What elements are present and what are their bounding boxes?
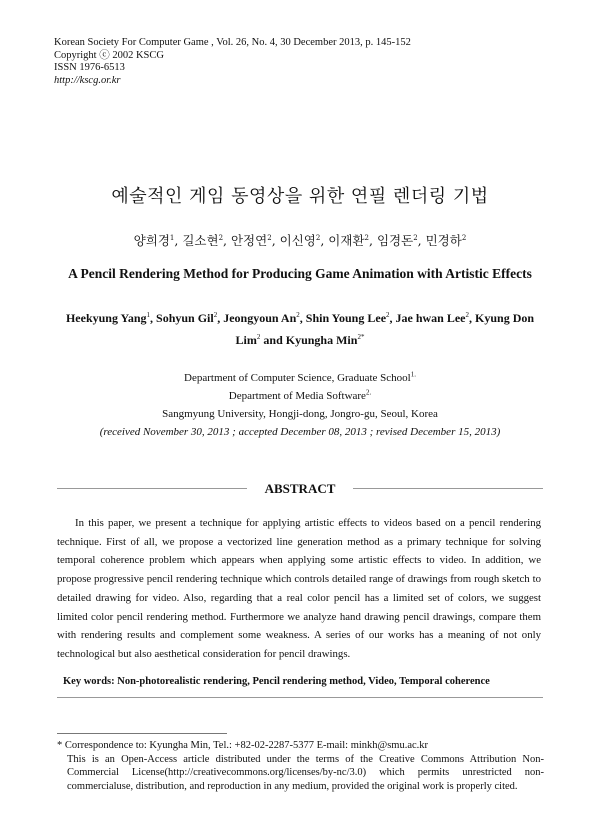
- author-en: Shin Young Lee$^2$: [305, 311, 390, 325]
- author-en: Kyungha Min$^{2*}$: [285, 333, 365, 347]
- affiliation-university: Sangmyung University, Hongji-dong, Jongro-gu, Seoul, Korea: [162, 408, 438, 420]
- author-ko: 임경돈$^2$: [376, 233, 418, 248]
- author-en: Heekyung Yang$^1$: [65, 311, 151, 325]
- journal-url[interactable]: http://kscg.or.kr: [54, 74, 121, 86]
- license-note: This is an Open-Access article distributed under the terms of the Creative Commons Attribution Non-Commercial License(http://creativecommons.org/licenses/by-nc/3.0) which permits unrestricted non-commercialuse, distribution, and reproduction in any medium, provided the original work is properly cited.: [67, 753, 544, 792]
- affiliations: [0, 369, 600, 441]
- journal-line: Korean Society For Computer Game , Vol. 26, No. 4, 30 December 2013, p. 145-152: [54, 37, 411, 48]
- footnote: [57, 739, 544, 793]
- author-ko: 이신영$^2$: [279, 233, 321, 248]
- author-en: Jeongyoun An$^2$: [223, 311, 300, 325]
- author-list-english: Heekyung Yang$^1$, Sohyun Gil$^2$, Jeongyoun An$^2$, Shin Young Lee$^2$, Jae hwan Lee$^2$, Kyung Don Lim$^2$ and Kyungha Min$^{2*}$: [65, 311, 535, 347]
- author-en: Jae hwan Lee$^2$: [395, 311, 470, 325]
- author-ko: 안정연$^2$: [230, 233, 272, 248]
- keywords-rule: [57, 697, 543, 698]
- author-ko: 길소현$^2$: [182, 233, 224, 248]
- abstract-body: In this paper, we present a technique for applying artistic effects to videos based on a pencil rendering technique. First of all, we propose a vectorized line generation method as a primary technique for solving temporal coherence problem which appears when applying some artistic effects to video. In addition, we propose progressive pencil rendering technique which controls detailed range of drawings from rough sketch to detailed drawing for video. Also, regarding that a real color pencil has a limited set of colors, we suggest limited color pencil rendering method. Furthermore we analyze hand drawing pencil drawings, compare them with rendering results and complement some weakness. A series of our works has a meaning of not only technological but also aesthetical consideration for pencil drawings.: [57, 517, 541, 660]
- copyright-line: Copyright ⓒ 2002 KSCG: [54, 49, 164, 61]
- keywords: Key words: Non-photorealistic rendering, Pencil rendering method, Video, Temporal coherence: [63, 676, 490, 687]
- author-ko: 이재환$^2$: [328, 233, 369, 248]
- paper-title-english: A Pencil Rendering Method for Producing Game Animation with Artistic Effects: [68, 266, 532, 281]
- journal-header: [54, 37, 411, 87]
- affiliation-dept2: Department of Media Software$^{2.}$: [228, 388, 372, 402]
- author-ko: 양희경$^1$: [133, 233, 175, 248]
- author-ko: 민경하$^2$: [425, 233, 467, 248]
- footnote-rule: [57, 733, 227, 734]
- author-list-korean: 양희경$^1$, 길소현$^2$, 안정연$^2$, 이신영$^2$, 이재환$^2$, 임경돈$^2$, 민경하$^2$: [133, 233, 467, 248]
- abstract-heading: ABSTRACT: [264, 481, 336, 496]
- paper-title-korean: 예술적인 게임 동영상을 위한 연필 렌더링 기법: [111, 186, 489, 207]
- author-en: Sohyun Gil$^2$: [156, 311, 218, 325]
- affiliation-dept1: Department of Computer Science, Graduate School$^{1.}$: [184, 370, 416, 384]
- received-dates: (received November 30, 2013 ; accepted December 08, 2013 ; revised December 15, 2013): [99, 426, 501, 438]
- author-en: Kyung Don Lim$^2$: [235, 311, 535, 347]
- correspondence-note: * Correspondence to: Kyungha Min, Tel.: +82-02-2287-5377 E-mail: minkh@smu.ac.kr: [57, 740, 429, 751]
- issn-line: ISSN 1976-6513: [54, 62, 125, 73]
